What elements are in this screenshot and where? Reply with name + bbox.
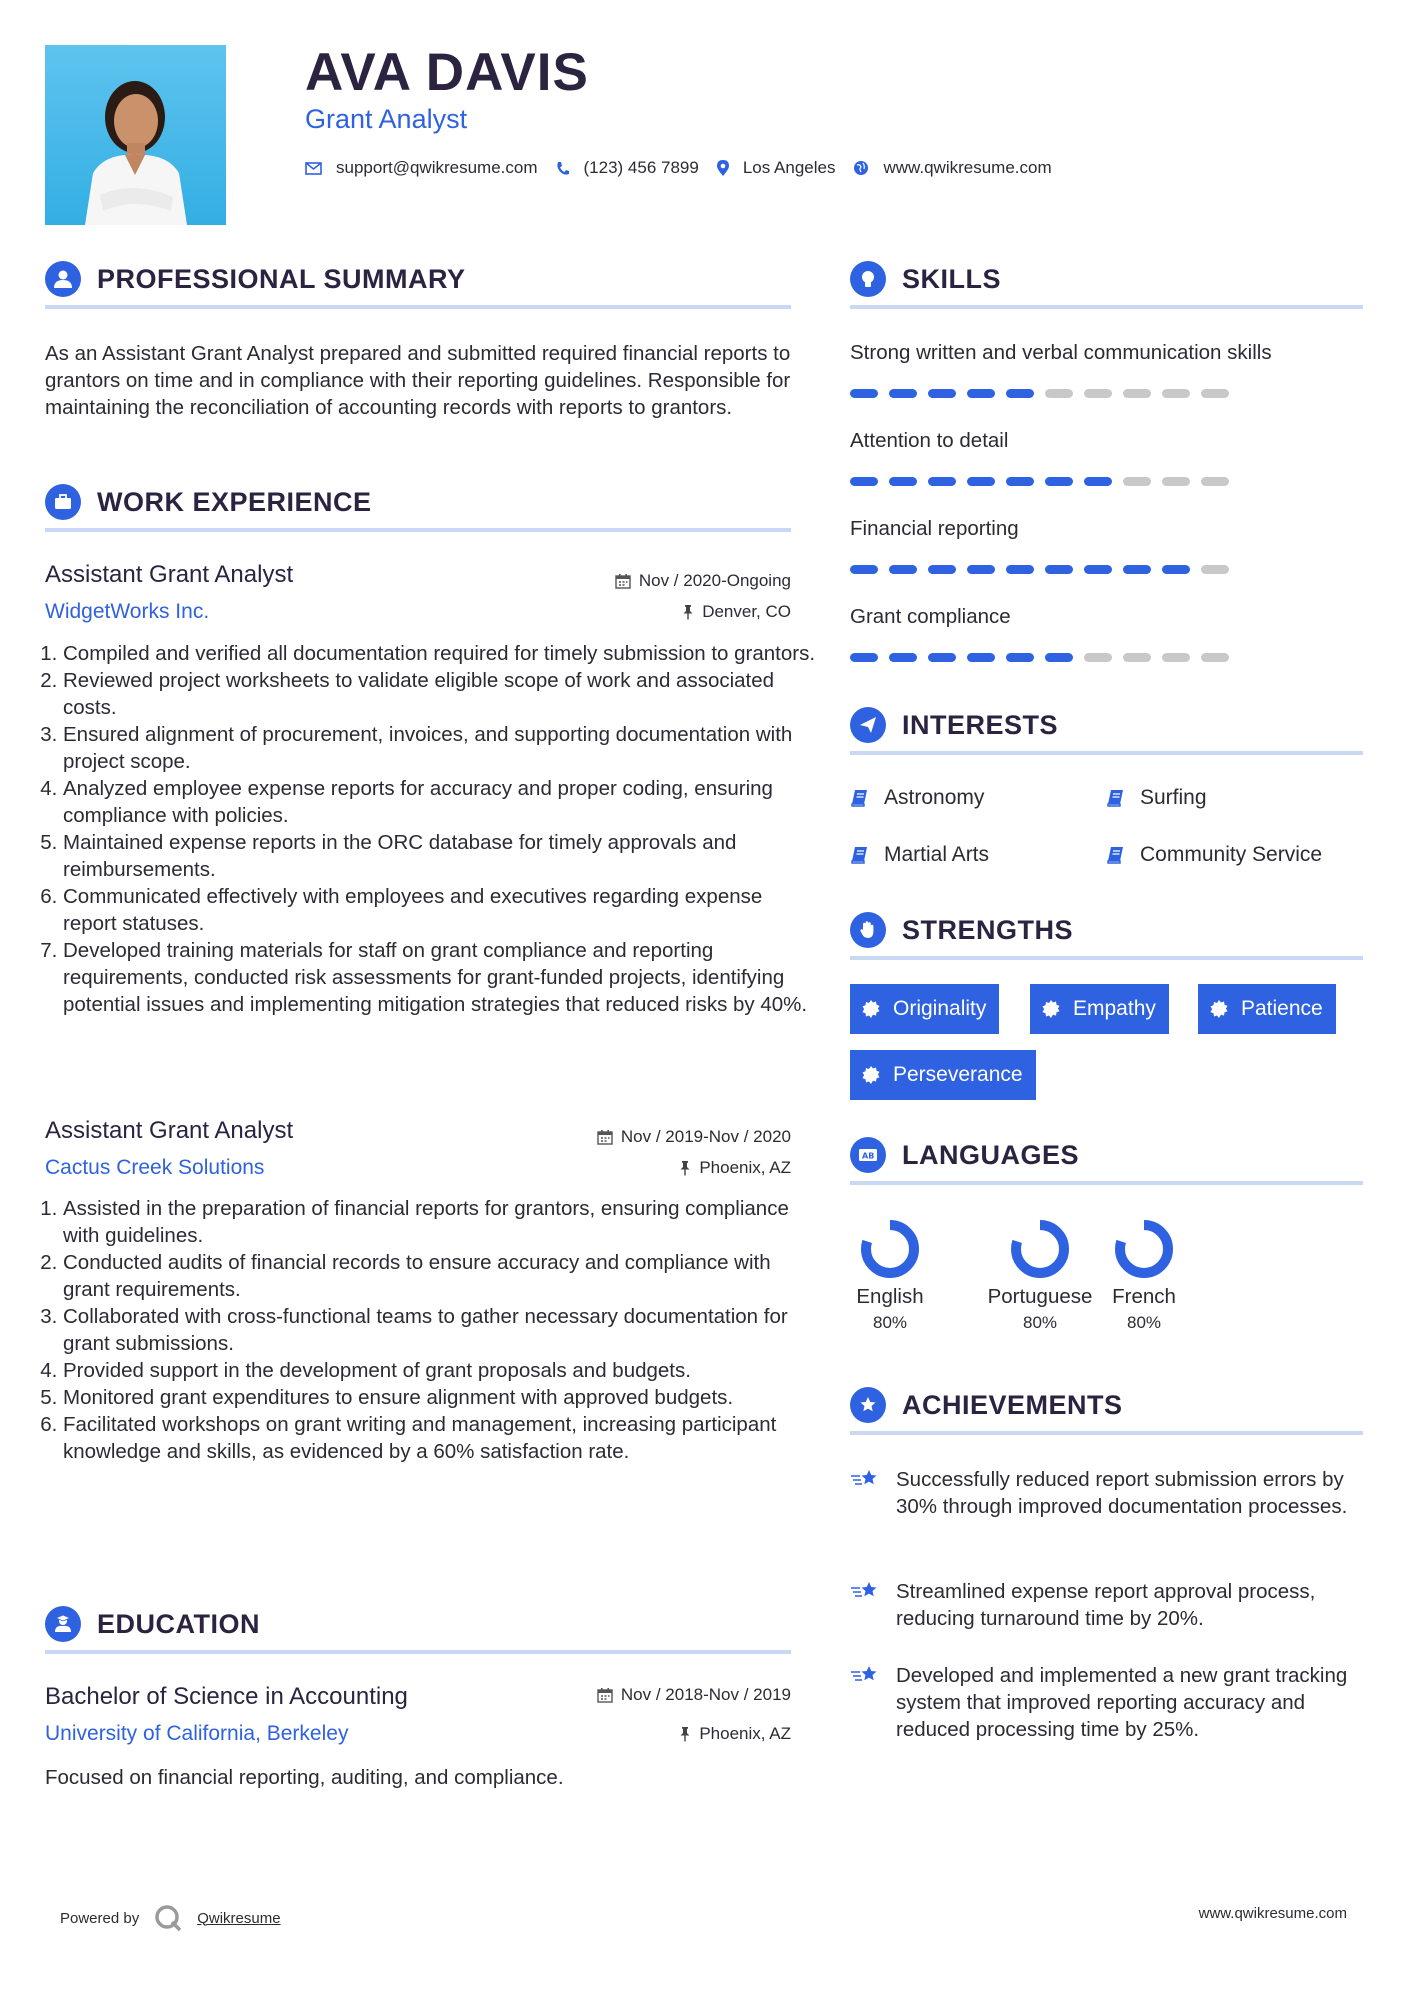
skill-dot-filled (889, 565, 917, 574)
job-1-dates (615, 571, 791, 591)
interest-item (850, 843, 989, 867)
experience-heading (45, 484, 372, 520)
lightbulb-icon (850, 261, 886, 297)
strengths-rule (850, 956, 1363, 960)
strengths-heading (850, 912, 1073, 948)
skill-dot-filled (1162, 565, 1190, 574)
strength-chip (850, 1050, 1036, 1100)
qwikresume-logo-icon (153, 1903, 183, 1933)
skill-3-name: Financial reporting (850, 517, 1019, 540)
duty-item: 7. Developed training materials for staff on grant compliance and reporting requirements, conducted risk assessments for grant-funded projects, identifying potential issues and implementing mitigation strategies that reduced risks by 40%. (63, 937, 818, 1018)
duty-item: 2. Reviewed project worksheets to validate eligible scope of work and associated costs. (63, 667, 818, 721)
contact-bar (305, 158, 1070, 178)
achievement-item (850, 1578, 1355, 1632)
badge-icon (861, 1065, 881, 1085)
skill-1-meter (850, 389, 1240, 398)
language-percent: 80% (1126, 1313, 1162, 1332)
skill-dot-filled (889, 389, 917, 398)
skill-dot-filled (889, 477, 917, 486)
contact-email[interactable] (305, 158, 538, 178)
skill-2-meter (850, 477, 1240, 486)
skill-dot-filled (1006, 477, 1034, 486)
language-item (978, 1218, 1102, 1333)
skill-1-name: Strong written and verbal communication skills (850, 341, 1272, 364)
job-1-title: Assistant Grant Analyst (45, 561, 294, 588)
contact-location (717, 158, 836, 178)
achievements-heading (850, 1387, 1123, 1423)
skill-dot-empty (1162, 477, 1190, 486)
profile-photo (45, 45, 226, 225)
strength-label: Originality (893, 997, 987, 1020)
phone-icon (556, 161, 570, 176)
duty-item: 4. Provided support in the development of grant proposals and budgets. (63, 1357, 818, 1384)
skills-heading-text: SKILLS (902, 263, 1002, 294)
contact-phone[interactable] (556, 158, 699, 178)
strengths-heading-text: STRENGTHS (902, 914, 1074, 945)
duty-item: 6. Facilitated workshops on grant writing and management, increasing participant knowledge and skills, as evidenced by a 60% satisfaction rate. (63, 1411, 818, 1465)
duty-item: 3. Ensured alignment of procurement, invoices, and supporting documentation with project scope. (63, 721, 818, 775)
job-1-dates-text: Nov / 2020-Ongoing (638, 571, 791, 590)
languages-rule (850, 1181, 1363, 1185)
education-dates (597, 1685, 791, 1705)
achievement-item (850, 1466, 1355, 1520)
interest-item (850, 786, 984, 810)
language-ring (1113, 1218, 1175, 1280)
job-2-dates (597, 1127, 791, 1147)
badge-icon (1041, 999, 1061, 1019)
skill-dot-filled (850, 653, 878, 662)
skill-3-meter (850, 565, 1240, 574)
map-pin-icon (717, 160, 729, 176)
education-rule (45, 1650, 791, 1654)
language-card-icon (850, 1137, 886, 1173)
achievements-rule (850, 1431, 1363, 1435)
job-1-location-text: Denver, CO (702, 602, 791, 621)
briefcase-icon (45, 484, 81, 520)
person-illustration (45, 45, 226, 225)
job-2-dates-text: Nov / 2019-Nov / 2020 (620, 1127, 791, 1146)
languages-heading-text: LANGUAGES (902, 1139, 1080, 1170)
skill-dot-filled (1006, 389, 1034, 398)
skill-dot-filled (1045, 565, 1073, 574)
job-1-company: WidgetWorks Inc. (45, 600, 210, 623)
education-location (679, 1724, 791, 1744)
skill-dot-filled (850, 565, 878, 574)
skill-dot-filled (1045, 477, 1073, 486)
language-ring (859, 1218, 921, 1280)
user-icon (45, 261, 81, 297)
skill-dot-filled (1084, 477, 1112, 486)
pushpin-icon (679, 1160, 691, 1176)
strength-label: Perseverance (893, 1063, 1023, 1086)
skill-dot-filled (1084, 565, 1112, 574)
summary-heading (45, 261, 466, 297)
shooting-star-icon (850, 1580, 882, 1604)
calendar-icon (597, 1129, 613, 1145)
shooting-star-icon (850, 1664, 882, 1688)
education-heading (45, 1606, 260, 1642)
skill-dot-empty (1045, 389, 1073, 398)
interests-rule (850, 751, 1363, 755)
duty-item: 5. Maintained expense reports in the ORC database for timely approvals and reimbursements. (63, 829, 818, 883)
svg-text:AB: AB (862, 1151, 875, 1161)
summary-text: As an Assistant Grant Analyst prepared and submitted required financial reports to grantors on time and in compliance with their reporting guidelines. Responsible for maintaining the reconciliation of accounting records with reports to grantors. (45, 342, 791, 419)
location-text: Los Angeles (742, 158, 836, 177)
shooting-star-icon (850, 1468, 882, 1492)
envelope-icon (305, 162, 322, 175)
skill-dot-filled (1045, 653, 1073, 662)
languages-heading (850, 1137, 1079, 1173)
skill-dot-filled (967, 565, 995, 574)
duty-item: 4. Analyzed employee expense reports for accuracy and proper coding, ensuring compliance with policies. (63, 775, 818, 829)
interests-heading (850, 707, 1058, 743)
skill-dot-filled (1123, 565, 1151, 574)
skill-dot-empty (1201, 477, 1229, 486)
contact-website[interactable] (853, 158, 1051, 178)
language-percent: 80% (1022, 1313, 1058, 1332)
book-icon (850, 845, 870, 865)
skill-dot-empty (1084, 389, 1112, 398)
skill-dot-filled (1006, 565, 1034, 574)
skill-dot-empty (1123, 477, 1151, 486)
interests-heading-text: INTERESTS (902, 709, 1059, 740)
skills-heading (850, 261, 1001, 297)
interest-label: Martial Arts (884, 843, 990, 866)
strength-chip (1030, 984, 1169, 1034)
job-2-location-text: Phoenix, AZ (699, 1158, 791, 1177)
phone-text: (123) 456 7899 (583, 158, 699, 177)
job-2-company: Cactus Creek Solutions (45, 1156, 265, 1179)
skill-dot-filled (850, 389, 878, 398)
skill-dot-empty (1162, 653, 1190, 662)
education-location-text: Phoenix, AZ (699, 1724, 791, 1743)
language-item (1104, 1218, 1184, 1333)
calendar-icon (597, 1687, 613, 1703)
skill-dot-filled (928, 565, 956, 574)
trophy-star-icon (850, 1387, 886, 1423)
pushpin-icon (679, 1726, 691, 1742)
skill-4-name: Grant compliance (850, 605, 1011, 628)
skill-dot-empty (1123, 653, 1151, 662)
paper-plane-icon (850, 707, 886, 743)
interest-label: Community Service (1140, 843, 1323, 866)
hand-icon (850, 912, 886, 948)
skill-dot-filled (967, 653, 995, 662)
skill-2-name: Attention to detail (850, 429, 1009, 452)
duty-item: 6. Communicated effectively with employees and executives regarding expense report statuses. (63, 883, 818, 937)
footer-website[interactable]: www.qwikresume.com (1198, 1905, 1347, 1922)
skill-dot-empty (1084, 653, 1112, 662)
duty-item: 1. Assisted in the preparation of financial reports for grantors, ensuring compliance with guidelines. (63, 1195, 818, 1249)
job-2-location (679, 1158, 791, 1178)
education-degree: Bachelor of Science in Accounting (45, 1683, 408, 1710)
skill-dot-filled (928, 477, 956, 486)
experience-heading-text: WORK EXPERIENCE (97, 486, 372, 517)
duty-item: 1. Compiled and verified all documentation required for timely submission to grantors. (63, 640, 818, 667)
interest-label: Surfing (1140, 786, 1207, 809)
graduation-icon (45, 1606, 81, 1642)
badge-icon (1209, 999, 1229, 1019)
book-icon (1106, 845, 1126, 865)
strength-chip (850, 984, 999, 1034)
footer-powered (60, 1903, 281, 1933)
achievement-item (850, 1662, 1355, 1743)
skill-dot-empty (1201, 389, 1229, 398)
interest-item (1106, 786, 1207, 810)
summary-heading-text: PROFESSIONAL SUMMARY (97, 263, 466, 294)
job-2-title: Assistant Grant Analyst (45, 1117, 294, 1144)
skill-dot-filled (1006, 653, 1034, 662)
language-name: French (1112, 1285, 1176, 1308)
education-description: Focused on financial reporting, auditing, and compliance. (45, 1766, 564, 1789)
candidate-title: Grant Analyst (305, 104, 468, 134)
skill-dot-filled (967, 477, 995, 486)
qwikresume-link[interactable]: Qwikresume (197, 1909, 281, 1927)
job-1-location (682, 602, 791, 622)
skill-dot-empty (1123, 389, 1151, 398)
job-2-duties (45, 1195, 818, 1465)
book-icon (850, 788, 870, 808)
strength-label: Empathy (1073, 997, 1156, 1020)
skill-dot-empty (1201, 653, 1229, 662)
experience-rule (45, 528, 791, 532)
duty-item: 5. Monitored grant expenditures to ensure alignment with approved budgets. (63, 1384, 818, 1411)
candidate-name: AVA DAVIS (305, 43, 589, 102)
pushpin-icon (682, 604, 694, 620)
skill-dot-empty (1162, 389, 1190, 398)
skill-dot-filled (889, 653, 917, 662)
duty-item: 2. Conducted audits of financial records to ensure accuracy and compliance with grant requirements. (63, 1249, 818, 1303)
skills-rule (850, 305, 1363, 309)
book-icon (1106, 788, 1126, 808)
badge-icon (861, 999, 881, 1019)
achievement-text: Streamlined expense report approval process, reducing turnaround time by 20%. (896, 1580, 1316, 1630)
language-name: English (856, 1285, 924, 1308)
job-1-duties (45, 640, 818, 1018)
interest-item (1106, 843, 1322, 867)
education-dates-text: Nov / 2018-Nov / 2019 (620, 1685, 791, 1704)
achievement-text: Developed and implemented a new grant tracking system that improved reporting accuracy and reduced processing time by 25%. (896, 1664, 1348, 1741)
skill-4-meter (850, 653, 1240, 662)
interest-label: Astronomy (884, 786, 985, 809)
email-text: support@qwikresume.com (336, 158, 538, 177)
education-heading-text: EDUCATION (97, 1608, 260, 1639)
skill-dot-empty (1201, 565, 1229, 574)
globe-icon (853, 160, 869, 176)
strength-label: Patience (1241, 997, 1323, 1020)
duty-item: 3. Collaborated with cross-functional teams to gather necessary documentation for grant submissions. (63, 1303, 818, 1357)
language-item (850, 1218, 930, 1333)
skill-dot-filled (928, 653, 956, 662)
skill-dot-filled (928, 389, 956, 398)
skill-dot-filled (967, 389, 995, 398)
strength-chip (1198, 984, 1336, 1034)
summary-rule (45, 305, 791, 309)
powered-by-text: Powered by (60, 1909, 140, 1927)
skill-dot-filled (850, 477, 878, 486)
achievements-heading-text: ACHIEVEMENTS (902, 1389, 1123, 1420)
language-name: Portuguese (987, 1285, 1093, 1308)
education-school: University of California, Berkeley (45, 1722, 349, 1745)
calendar-icon (615, 573, 631, 589)
language-ring (1009, 1218, 1071, 1280)
language-percent: 80% (872, 1313, 908, 1332)
website-text: www.qwikresume.com (883, 158, 1052, 177)
achievement-text: Successfully reduced report submission errors by 30% through improved documentation processes. (896, 1468, 1348, 1518)
